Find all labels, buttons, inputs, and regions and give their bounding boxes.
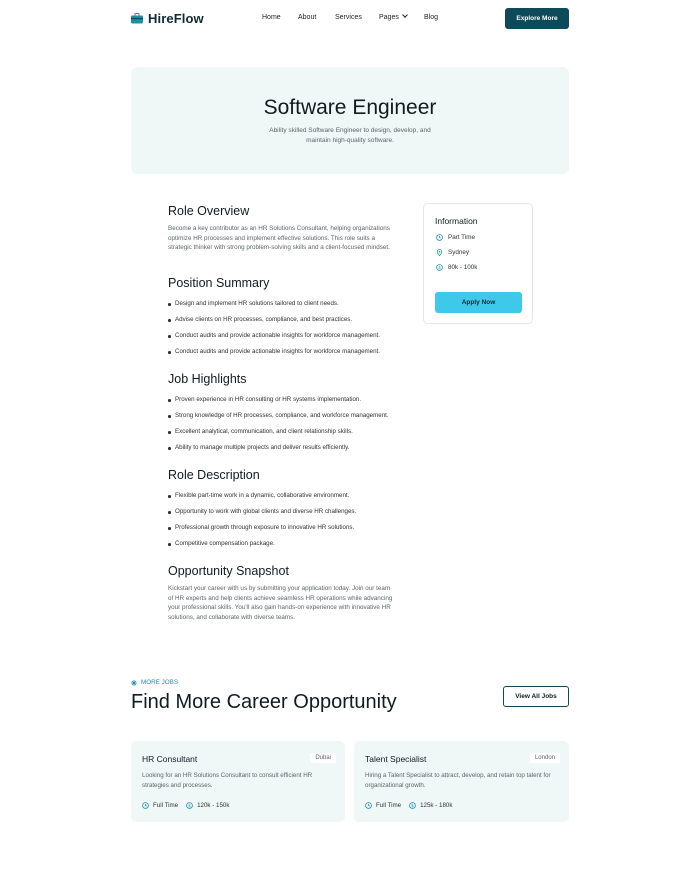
apply-now-button[interactable]: Apply Now — [435, 292, 522, 313]
location-badge: Dubai — [310, 753, 336, 763]
job-card-description: Hiring a Talent Specialist to attract, develop, and retain top talent for organizational growth. — [365, 772, 551, 789]
job-card-description: Looking for an HR Solutions Consultant to consult efficient HR strategies and processes. — [142, 772, 313, 789]
nav-pages[interactable] — [379, 14, 407, 21]
site-header — [0, 0, 700, 38]
information-card — [423, 203, 533, 324]
location-pin-icon — [436, 249, 443, 256]
position-summary-list — [168, 300, 380, 364]
hero-banner — [131, 67, 569, 174]
list-item: Competitive compensation package. — [168, 540, 356, 556]
logo[interactable] — [131, 11, 204, 26]
clock-icon — [436, 234, 443, 241]
list-item: Opportunity to work with global clients and diverse HR challenges. — [168, 508, 356, 524]
job-highlights-list — [168, 396, 389, 460]
dollar-icon — [409, 802, 416, 809]
logo-text: HireFlow — [148, 11, 204, 26]
clock-icon — [142, 802, 149, 809]
nav-pages-label: Pages — [379, 14, 399, 21]
job-card-talent-specialist[interactable] — [354, 741, 569, 822]
list-item: Professional growth through exposure to innovative HR solutions. — [168, 524, 356, 540]
explore-more-button[interactable]: Explore More — [505, 8, 569, 29]
opportunity-snapshot-title: Opportunity Snapshot — [168, 564, 289, 578]
list-item: Advise clients on HR processes, compliance, and best practices. — [168, 316, 380, 332]
job-type-row — [436, 234, 475, 241]
more-jobs-title: Find More Career Opportunity — [131, 691, 397, 713]
nav-about[interactable]: About — [298, 14, 317, 21]
role-description-list — [168, 492, 356, 556]
job-card-meta — [365, 802, 460, 809]
nav-blog[interactable]: Blog — [424, 14, 439, 21]
dollar-icon — [436, 264, 443, 271]
asterisk-icon — [131, 680, 137, 686]
list-item: Ability to manage multiple projects and deliver results efficiently. — [168, 444, 389, 460]
job-type: Full Time — [376, 802, 402, 809]
page-subtitle: Ability skilled Software Engineer to design, develop, and maintain high-quality software. — [269, 127, 431, 144]
salary-meta — [186, 802, 229, 809]
job-location: Sydney — [448, 249, 470, 256]
job-type-meta — [142, 802, 178, 809]
dollar-icon — [186, 802, 193, 809]
job-salary: 125k - 180k — [420, 802, 453, 809]
job-salary: 120k - 150k — [197, 802, 230, 809]
svg-text:$: $ — [438, 266, 441, 271]
chevron-down-icon — [402, 12, 408, 18]
more-jobs-label: MORE JOBS — [141, 679, 179, 686]
list-item: Excellent analytical, communication, and client relationship skills. — [168, 428, 389, 444]
list-item: Strong knowledge of HR processes, compliance, and workforce management. — [168, 412, 389, 428]
job-card-hr-consultant[interactable] — [131, 741, 345, 822]
role-overview-text: Become a key contributor as an HR Solutions Consultant, helping organizations optimize HR processes and implement effective solutions. This role suits a strategic thinker with strong problem-solving skills and a client-focused mindset. — [168, 225, 390, 251]
salary-row — [436, 264, 477, 271]
position-summary-title: Position Summary — [168, 276, 270, 290]
svg-text:$: $ — [411, 804, 414, 809]
job-card-title[interactable]: Talent Specialist — [365, 754, 427, 764]
job-highlights-title: Job Highlights — [168, 372, 247, 386]
list-item: Design and implement HR solutions tailored to client needs. — [168, 300, 380, 316]
clock-icon — [365, 802, 372, 809]
more-jobs-tag — [131, 679, 178, 686]
list-item: Conduct audits and provide actionable insights for workforce management. — [168, 348, 380, 364]
job-card-title[interactable]: HR Consultant — [142, 754, 198, 764]
opportunity-snapshot-text: Kickstart your career with us by submitting your application today. Join our team of HR experts and help clients achieve seamless HR operations while advancing your professional skills. You'll also gain hands-on experience with innovative HR solutions, and collaborate with diverse teams. — [168, 585, 393, 621]
page-title: Software Engineer — [263, 96, 437, 119]
job-type-meta — [365, 802, 401, 809]
list-item: Flexible part-time work in a dynamic, collaborative environment. — [168, 492, 356, 508]
location-badge: London — [530, 753, 560, 763]
role-overview-title: Role Overview — [168, 204, 250, 218]
list-item: Conduct audits and provide actionable insights for workforce management. — [168, 332, 380, 348]
list-item: Proven experience in HR consulting or HR systems implementation. — [168, 396, 389, 412]
role-description-title: Role Description — [168, 468, 260, 482]
location-row — [436, 249, 469, 256]
job-type: Full Time — [153, 802, 179, 809]
salary-meta — [409, 802, 452, 809]
nav-home[interactable]: Home — [262, 14, 281, 21]
svg-text:$: $ — [188, 804, 191, 809]
view-all-jobs-button[interactable]: View All Jobs — [503, 686, 569, 707]
job-card-meta — [142, 802, 237, 809]
job-type: Part Time — [448, 234, 475, 241]
information-title: Information — [435, 216, 478, 226]
briefcase-icon — [131, 13, 143, 24]
job-salary: 80k - 100k — [448, 264, 478, 271]
nav-services[interactable]: Services — [335, 14, 362, 21]
